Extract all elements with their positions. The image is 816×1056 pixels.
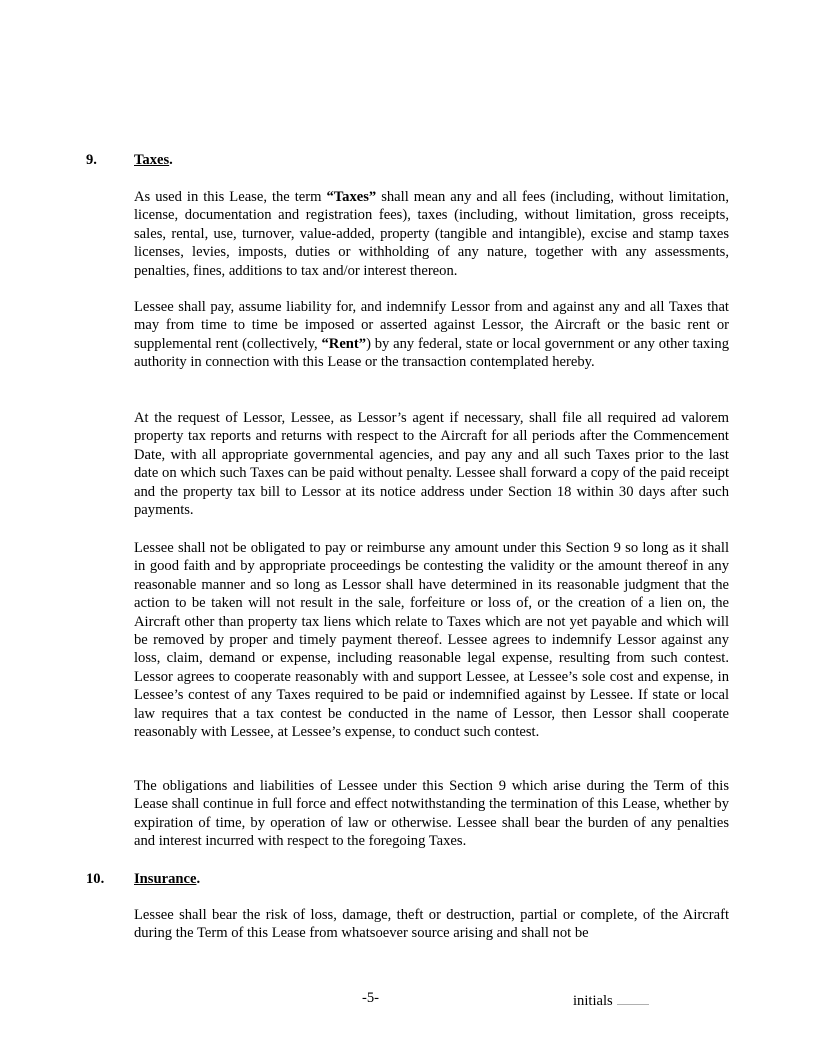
initials-label: initials xyxy=(573,993,613,1009)
section-9-heading: 9. Taxes. xyxy=(86,152,173,168)
para-text: As used in this Lease, the term xyxy=(134,189,327,205)
para-text: shall mean any and all fees (including, without limitation, license, documentation and registration fees), taxes (including, without limitation, gross receipts, sales, rental, use, turnover, value-added, property (tangible and intangible), excise and stamp taxes licenses, levies, imposts, duties or withholding of any nature, together with any assessments, penalties, fines, additions to tax and/or interest thereon. xyxy=(134,189,729,279)
section-10-number: 10. xyxy=(86,871,105,887)
para-text: Lessee shall pay, assume liability for, and indemnify Lessor from and against any and all Taxes that may from time to time be imposed or asserted against Lessor, the Aircraft or the basic rent or supplemental rent (collectively, xyxy=(134,299,729,352)
lessee-pay-paragraph xyxy=(134,298,729,372)
page-number: -5- xyxy=(362,990,380,1006)
para-text: ) by any federal, state or local government or any other taxing authority in connection with this Lease or the transaction contemplated hereby. xyxy=(134,335,729,371)
taxes-term: “Taxes” xyxy=(326,189,377,205)
section-10-title: Insurance xyxy=(134,871,197,887)
section-10-heading: 10. Insurance. xyxy=(86,871,201,887)
section-9-number: 9. xyxy=(86,152,97,168)
contest-paragraph: Lessee shall not be obligated to pay or reimburse any amount under this Section 9 so long as it shall in good faith and by appropriate proceedings be contesting the validity or the amount thereof in any reasonable manner and so long as Lessor shall have determined in its reasonable judgment that the action to be taken will not result in the sale, forfeiture or loss of, or the creation of a lien on, the Aircraft other than property tax liens which relate to Taxes which are not yet payable and which will be removed by proper and timely payment thereof. Lessee agrees to indemnify Lessor against any loss, claim, demand or expense, including reasonable legal expense, resulting from such contest. Lessor agrees to cooperate reasonably with and support Lessee, at Lessee’s sole cost and expense, in Lessee’s contest of any Taxes required to be paid or indemnified against by Lessee. If state or local law requires that a tax contest be conducted in the name of Lessor, then Lessor shall cooperate reasonably with Lessee, at Lessee’s expense, to conduct such contest. xyxy=(134,540,729,741)
initials-blank-line xyxy=(617,990,649,1005)
rent-term: “Rent” xyxy=(321,335,367,352)
survival-paragraph: The obligations and liabilities of Lessee under this Section 9 which arise during the Term of this Lease shall continue in full force and effect notwithstanding the termination of this Lease, whether by expiration of time, by operation of law or otherwise. Lessee shall bear the burden of any penalties and interest incurred with respect to the foregoing Taxes. xyxy=(134,778,729,850)
section-9-title: Taxes xyxy=(134,152,170,168)
property-tax-paragraph: At the request of Lessor, Lessee, as Lessor’s agent if necessary, shall file all required ad valorem property tax reports and returns with respect to the Aircraft for all periods after the Commencement Date, with all appropriate governmental agencies, and pay any and all such Taxes prior to the last date on which such Taxes can be paid without penalty. Lessee shall forward a copy of the paid receipt and the property tax bill to Lessor at its notice address under Section 18 within 30 days after such payments. xyxy=(134,410,729,519)
insurance-paragraph: Lessee shall bear the risk of loss, damage, theft or destruction, partial or complete, of the Aircraft during the Term of this Lease from whatsoever source arising and shall not be xyxy=(134,907,729,942)
taxes-definition-paragraph xyxy=(134,188,729,280)
initials-field xyxy=(573,990,649,1010)
